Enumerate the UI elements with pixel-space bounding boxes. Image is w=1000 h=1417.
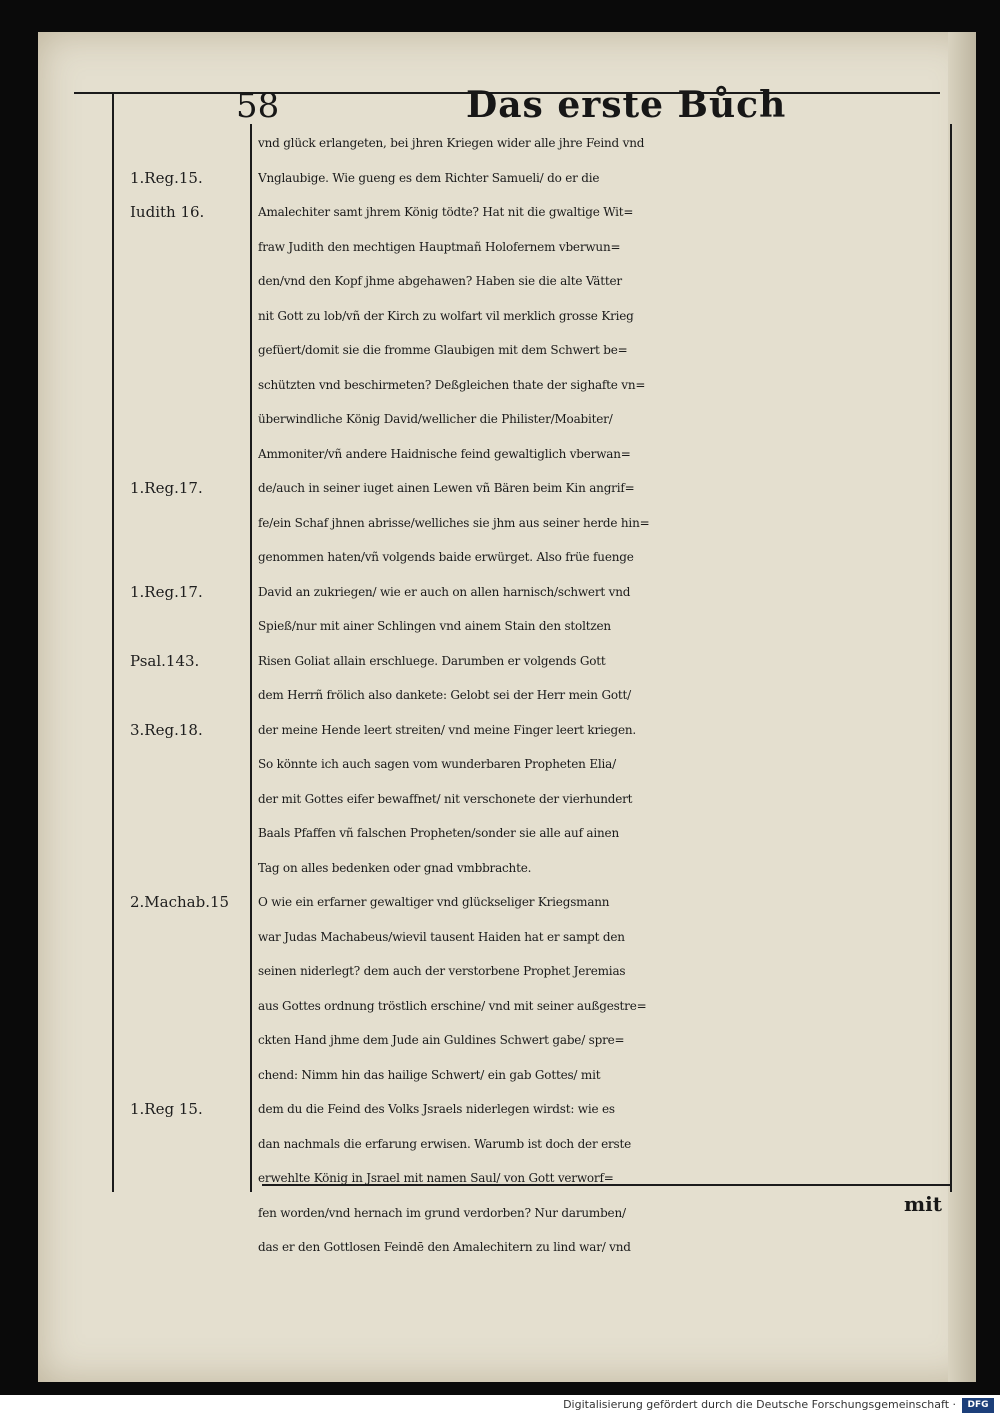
margin-note: 1.Reg.17.	[130, 582, 203, 601]
text-frame-right	[950, 124, 952, 1192]
text-line: den/vnd den Kopf jhme abgehawen? Haben sie die alte Vätter	[258, 274, 622, 288]
text-line: fe/ein Schaf jhnen abrisse/welliches sie jhm aus seiner herde hin=	[258, 515, 650, 530]
text-line: genommen haten/vñ volgends baide erwürget. Also früe fuenge	[258, 550, 634, 564]
text-line: nit Gott zu lob/vñ der Kirch zu wolfart vil merklich grosse Krieg	[258, 308, 634, 323]
text-line: fraw Judith den mechtigen Hauptmañ Holofernem vberwun=	[258, 239, 621, 254]
margin-note: 3.Reg.18.	[130, 720, 203, 739]
margin-note: 1.Reg.17.	[130, 479, 203, 497]
text-line: überwindliche König David/wellicher die Philister/Moabiter/	[258, 412, 613, 426]
text-line: schützten vnd beschirmeten? Deßgleichen thate der sighafte vn=	[258, 377, 646, 392]
text-line: dem Herrñ frölich also dankete: Gelobt sei der Herr mein Gott/	[258, 688, 631, 702]
footer-credit: Digitalisierung gefördert durch die Deutsche Forschungsgemeinschaft ·	[563, 1398, 956, 1411]
page-number: 58	[236, 86, 280, 126]
page-edge	[948, 32, 976, 1382]
text-line: dem du die Feind des Volks Jsraels niderlegen wirdst: wie es	[258, 1102, 615, 1116]
text-line: chend: Nimm hin das hailige Schwert/ ein gab Gottes/ mit	[258, 1067, 601, 1082]
text-line: So könnte ich auch sagen vom wunderbaren Propheten Elia/	[258, 757, 616, 771]
body-text	[258, 126, 948, 1265]
margin-note: 2.Machab.15	[130, 893, 230, 911]
footer-bar	[0, 1395, 1000, 1417]
margin-note: Iudith 16.	[130, 203, 205, 221]
text-line: das er den Gottlosen Feindē den Amalechitern zu lind war/ vnd	[258, 1240, 631, 1254]
catchword: mit	[904, 1192, 942, 1216]
text-line: de/auch in seiner iuget ainen Lewen vñ Bären beim Kin angrif=	[258, 481, 635, 495]
text-line: O wie ein erfarner gewaltiger vnd glückseliger Kriegsmann	[258, 895, 610, 909]
text-line: vnd glück erlangeten, bei jhren Kriegen wider alle jhre Feind vnd	[258, 136, 645, 150]
margin-rule-left	[112, 92, 114, 1192]
text-line: aus Gottes ordnung tröstlich erschine/ vnd mit seiner außgestre=	[258, 998, 647, 1013]
text-line: Vnglaubige. Wie gueng es dem Richter Samueli/ do er die	[258, 170, 600, 185]
text-line: war Judas Machabeus/wievil tausent Haiden hat er sampt den	[258, 929, 625, 944]
text-line: gefüert/domit sie die fromme Glaubigen mit dem Schwert be=	[258, 343, 628, 357]
dfg-logo: DFG	[962, 1398, 994, 1413]
margin-note: Psal.143.	[130, 651, 200, 670]
text-line: Risen Goliat allain erschluege. Darumben er volgends Gott	[258, 653, 606, 668]
margin-note: 1.Reg 15.	[130, 1100, 203, 1118]
text-line: ckten Hand jhme dem Jude ain Guldines Schwert gabe/ spre=	[258, 1033, 625, 1047]
text-line: Baals Pfaffen vñ falschen Propheten/sonder sie alle auf ainen	[258, 826, 619, 840]
text-line: der mit Gottes eifer bewaffnet/ nit verschonete der vierhundert	[258, 791, 633, 806]
text-line: fen worden/vnd hernach im grund verdorben? Nur darumben/	[258, 1205, 626, 1220]
text-frame-left	[250, 124, 252, 1192]
margin-note: 1.Reg.15.	[130, 168, 203, 187]
text-line: Spieß/nur mit ainer Schlingen vnd ainem Stain den stoltzen	[258, 619, 611, 633]
text-line: Amalechiter samt jhrem König tödte? Hat nit die gwaltige Wit=	[258, 205, 634, 219]
text-line: Ammoniter/vñ andere Haidnische feind gewaltiglich vberwan=	[258, 446, 631, 461]
running-title: Das erste Bůch	[466, 84, 787, 126]
text-line: erwehlte König in Jsrael mit namen Saul/ von Gott verworf=	[258, 1171, 614, 1185]
text-line: der meine Hende leert streiten/ vnd meine Finger leert kriegen.	[258, 722, 637, 737]
text-line: David an zukriegen/ wie er auch on allen harnisch/schwert vnd	[258, 584, 631, 599]
text-line: dan nachmals die erfarung erwisen. Warumb ist doch der erste	[258, 1136, 632, 1151]
text-line: Tag on alles bedenken oder gnad vmbbrachte.	[258, 860, 532, 875]
text-line: seinen niderlegt? dem auch der verstorbene Prophet Jeremias	[258, 964, 626, 978]
